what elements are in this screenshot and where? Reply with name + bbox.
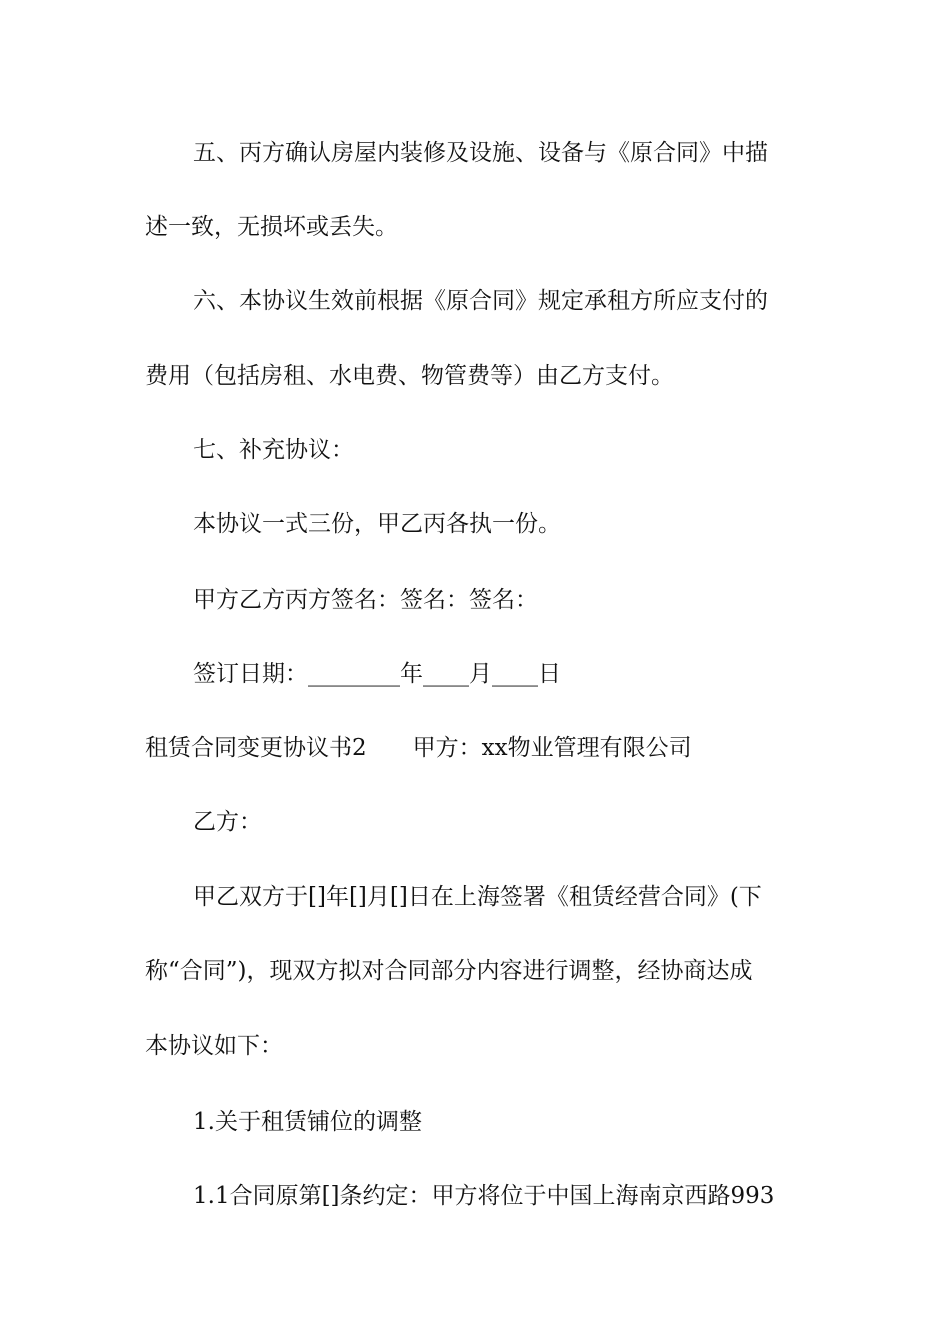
signing-date-line: 签订日期：________年____月____日 xyxy=(193,661,561,687)
paragraph-line: 称“合同”)，现双方拟对合同部分内容进行调整，经协商达成 xyxy=(145,958,753,984)
paragraph-line: 1.1合同原第[]条约定：甲方将位于中国上海南京西路993 xyxy=(193,1183,775,1209)
paragraph-line: 六、本协议生效前根据《原合同》规定承租方所应支付的 xyxy=(193,288,768,314)
paragraph-line: 费用（包括房租、水电费、物管费等）由乙方支付。 xyxy=(145,363,674,389)
paragraph-line: 甲乙双方于[]年[]月[]日在上海签署《租赁经营合同》(下 xyxy=(193,884,762,910)
signature-line: 甲方乙方丙方签名：签名：签名： xyxy=(193,587,538,613)
section-heading: 1.关于租赁铺位的调整 xyxy=(193,1109,422,1135)
party-b-line: 乙方： xyxy=(193,809,262,835)
paragraph-line: 五、丙方确认房屋内装修及设施、设备与《原合同》中描 xyxy=(193,140,768,166)
document-title-line: 租赁合同变更协议书2 甲方：xx物业管理有限公司 xyxy=(145,735,692,761)
paragraph-line: 述一致，无损坏或丢失。 xyxy=(145,214,398,240)
section-heading: 七、补充协议： xyxy=(193,437,354,463)
paragraph-line: 本协议一式三份，甲乙丙各执一份。 xyxy=(193,511,561,537)
paragraph-line: 本协议如下： xyxy=(145,1033,283,1059)
